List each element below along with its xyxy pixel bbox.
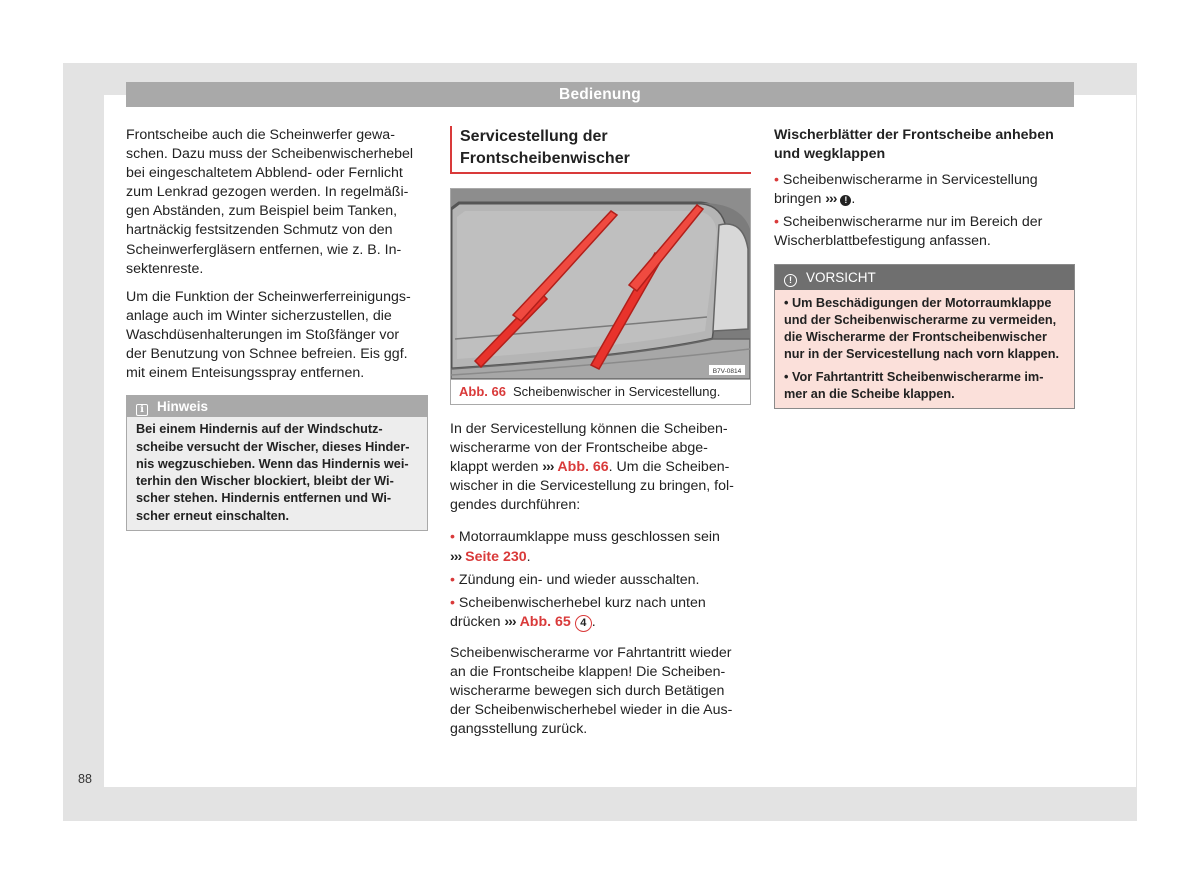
column-left: [126, 126, 428, 531]
step-wiper-lever: • Scheibenwischerhebel kurz nach unten drücken ››› Abb. 65 4 .: [450, 594, 706, 630]
ref-arrows: ›››: [825, 191, 837, 208]
paragraph-headlight-washing: Frontscheibe auch die Scheinwerfer gewa- schen. Dazu muss der Scheibenwischerhebel bei eingeschaltetem Abblend- oder Fernlicht zum Lenkrad gezogen werden. In regelmäßi- gen Abständen, zum Beispiel beim Tanken, hartnäckig festsitzenden Schmutz von den Scheinwerfergläsern entfernen, wie z. B. In- sektenreste.: [126, 127, 414, 277]
bullet-icon: •: [450, 594, 455, 611]
column-middle: [450, 126, 751, 748]
ref-arrows: ›››: [450, 548, 462, 565]
figure-code: B7V-0814: [712, 368, 742, 375]
page-number: 88: [78, 772, 92, 786]
caution-item: • Vor Fahrtantritt Scheibenwischerarme im- mer an die Scheibe klappen.: [784, 369, 1044, 402]
callout-number: 4: [575, 615, 592, 632]
paragraph-before-driving: Scheibenwischerarme vor Fahrtantritt wieder an die Frontscheibe klappen! Die Scheiben- wischerarme bewegen sich durch Betätigen der Scheibenwischerhebel wieder in die Aus- gangsstellung zurück.: [450, 644, 733, 738]
note-title: Hinweis: [157, 399, 209, 415]
note-box: [126, 395, 428, 531]
figure-66: [450, 188, 751, 405]
caution-body: [775, 290, 1074, 409]
step-hood-closed: • Motorraumklappe muss geschlossen sein ››› Seite 230.: [450, 529, 720, 565]
instruction-hold-arms: • Scheibenwischerarme nur im Bereich der Wischerblattbefestigung anfassen.: [774, 214, 1043, 250]
bullet-icon: •: [450, 571, 455, 588]
subheading-wiper-blades: Wischerblätter der Frontscheibe anheben und wegklappen: [774, 127, 1054, 163]
link-abb-65[interactable]: Abb. 65: [519, 613, 571, 630]
info-icon: i: [136, 404, 148, 416]
figure-image-wipers: [451, 189, 750, 379]
bullet-icon: •: [450, 529, 455, 546]
bullet-icon: •: [774, 214, 779, 231]
paragraph-winter-function: Um die Funktion der Scheinwerferreinigungs- anlage auch im Winter sicherzustellen, die Waschdüsenhalterungen im Stoßfänger vor der Benutzung von Schnee befreien. Eis ggf. mit einem Enteisungsspray entfernen.: [126, 288, 411, 382]
column-right: [774, 126, 1075, 409]
link-abb-66[interactable]: Abb. 66: [557, 459, 609, 476]
caution-box: [774, 264, 1075, 410]
bullet-icon: •: [774, 172, 779, 189]
figure-caption: [451, 379, 750, 404]
chapter-header: Bedienung: [126, 82, 1074, 107]
figure-number: Abb. 66: [459, 384, 506, 399]
caution-title: VORSICHT: [806, 269, 876, 285]
instruction-service-position: • Scheibenwischerarme in Servicestellung bringen ››› ! .: [774, 172, 1038, 208]
note-header: [127, 396, 427, 417]
warning-icon[interactable]: !: [840, 195, 851, 206]
section-title: Servicestellung der Frontscheibenwischer: [450, 126, 751, 174]
paragraph-service-intro: In der Servicestellung können die Scheiben- wischerarme von der Frontscheibe abge- klappt werden ››› Abb. 66. Um die Scheiben- wischer in die Servicestellung zu bringen, fol- gendes durchführen:: [450, 421, 734, 514]
figure-caption-text: Scheibenwischer in Servicestellung.: [512, 384, 721, 399]
note-body: Bei einem Hindernis auf der Windschutz- scheibe versucht der Wischer, dieses Hinder- nis wegzuschieben. Wenn das Hindernis wei- terhin den Wischer blockiert, bleibt der Wi- scher stehen. Hindernis entfernen und Wi- scher erneut einschalten.: [127, 417, 427, 530]
caution-header: [775, 265, 1074, 290]
step-ignition: • Zündung ein- und wieder ausschalten.: [450, 571, 700, 588]
caution-icon: !: [784, 274, 797, 287]
ref-arrows: ›››: [542, 459, 554, 476]
wiper-illustration: [451, 189, 750, 379]
ref-arrows: ›››: [504, 613, 516, 630]
link-seite-230[interactable]: Seite 230: [465, 548, 527, 565]
caution-item: • Um Beschädigungen der Motorraumklappe und der Scheibenwischerarme zu vermeiden, die Wischerarme der Frontscheibenwischer nur in der Servicestellung nach vorn klappen.: [784, 295, 1059, 362]
